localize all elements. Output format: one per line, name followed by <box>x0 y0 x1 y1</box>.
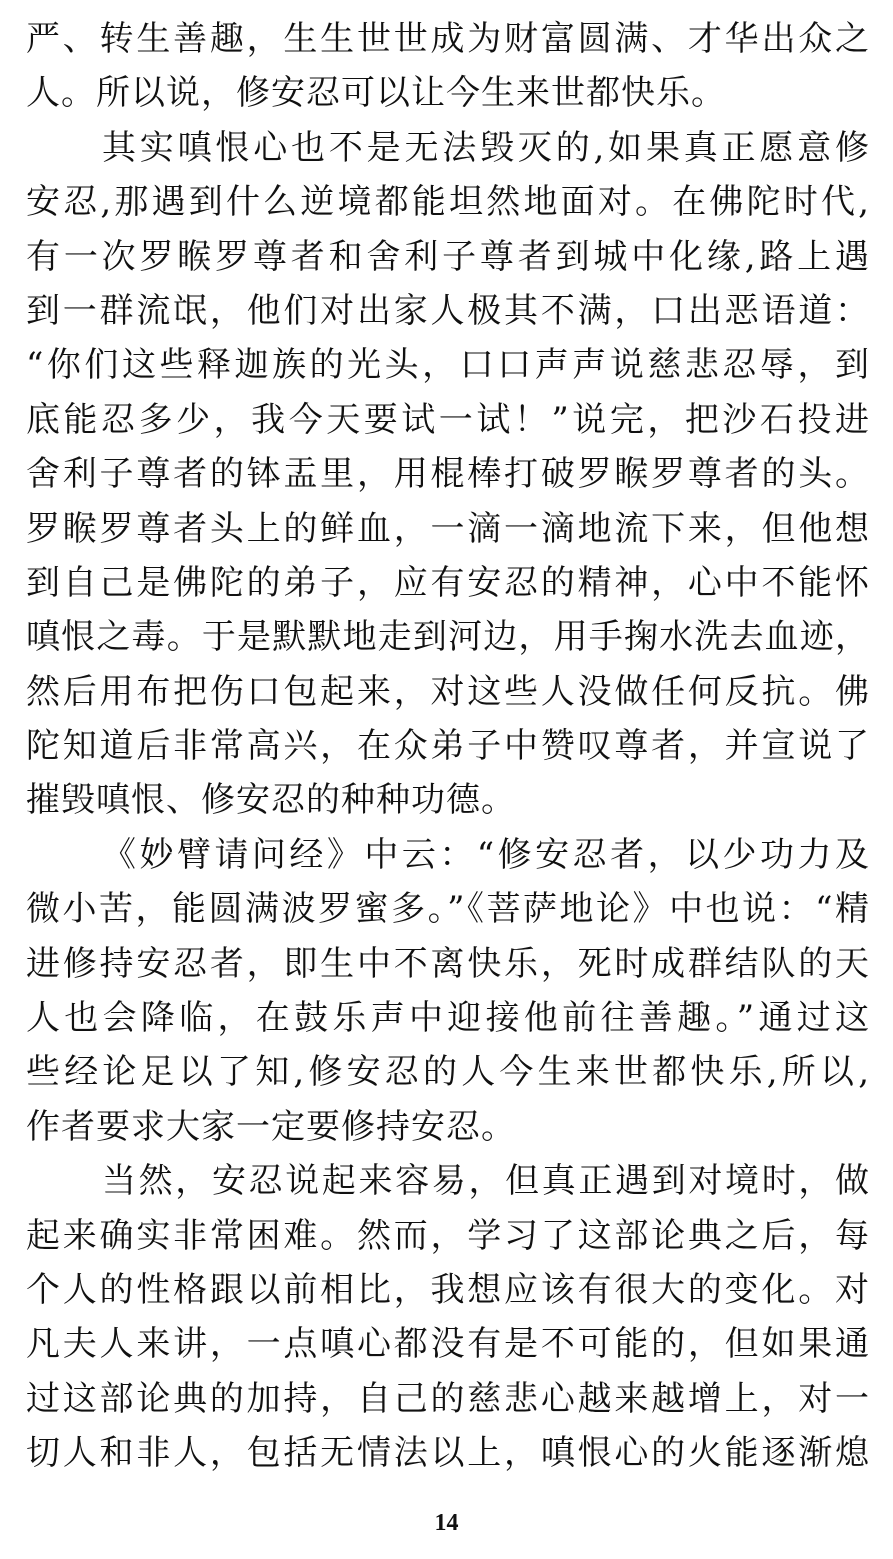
text-line: 然后用布把伤口包起来，对这些人没做任何反抗。佛 <box>26 671 870 712</box>
text-line: 摧毁嗔恨、修安忍的种种功德。 <box>26 780 516 821</box>
text-line: 陀知道后非常高兴，在众弟子中赞叹尊者，并宣说了 <box>26 726 870 767</box>
text-line: 起来确实非常困难。然而，学习了这部论典之后，每 <box>26 1215 870 1256</box>
text-line: 个人的性格跟以前相比，我想应该有很大的变化。对 <box>26 1269 870 1310</box>
text-line: 有一次罗睺罗尊者和舍利子尊者到城中化缘,路上遇 <box>26 236 870 277</box>
text-line: 当然，安忍说起来容易，但真正遇到对境时，做 <box>102 1161 870 1202</box>
text-line: 舍利子尊者的钵盂里，用棍棒打破罗睺罗尊者的头。 <box>26 454 870 495</box>
text-line: 《妙臂请问经》中云：“修安忍者，以少功力及 <box>102 834 870 875</box>
text-line: 到自己是佛陀的弟子，应有安忍的精神，心中不能怀 <box>26 562 870 603</box>
text-line: 作者要求大家一定要修持安忍。 <box>26 1106 516 1147</box>
text-line: 到一群流氓，他们对出家人极其不满，口出恶语道： <box>26 290 870 331</box>
text-line: 罗睺罗尊者头上的鲜血，一滴一滴地流下来，但他想 <box>26 508 870 549</box>
page-number: 14 <box>434 1510 459 1536</box>
body-text <box>26 12 870 1481</box>
text-line: 安忍,那遇到什么逆境都能坦然地面对。在佛陀时代, <box>26 182 870 223</box>
text-line: “你们这些释迦族的光头，口口声声说慈悲忍辱，到 <box>26 345 870 386</box>
text-line: 进修持安忍者，即生中不离快乐，死时成群结队的天 <box>26 943 870 984</box>
text-line: 凡夫人来讲，一点嗔心都没有是不可能的，但如果通 <box>26 1324 870 1365</box>
text-line: 人。所以说，修安忍可以让今生来世都快乐。 <box>26 73 726 114</box>
text-line: 微小苦，能圆满波罗蜜多。”《菩萨地论》中也说：“精 <box>26 889 870 930</box>
text-line: 些经论足以了知,修安忍的人今生来世都快乐,所以, <box>26 1052 870 1093</box>
text-line: 严、转生善趣，生生世世成为财富圆满、才华出众之 <box>26 19 870 59</box>
text-line: 过这部论典的加持，自己的慈悲心越来越增上，对一 <box>26 1378 870 1419</box>
text-line: 嗔恨之毒。于是默默地走到河边，用手掬水洗去血迹， <box>26 617 870 658</box>
text-line: 切人和非人，包括无情法以上，嗔恨心的火能逐渐熄 <box>26 1433 870 1474</box>
text-line: 人也会降临，在鼓乐声中迎接他前往善趣。”通过这 <box>26 998 870 1039</box>
text-line: 其实嗔恨心也不是无法毁灭的,如果真正愿意修 <box>102 127 870 168</box>
text-line: 底能忍多少，我今天要试一试！”说完，把沙石投进 <box>26 399 870 440</box>
